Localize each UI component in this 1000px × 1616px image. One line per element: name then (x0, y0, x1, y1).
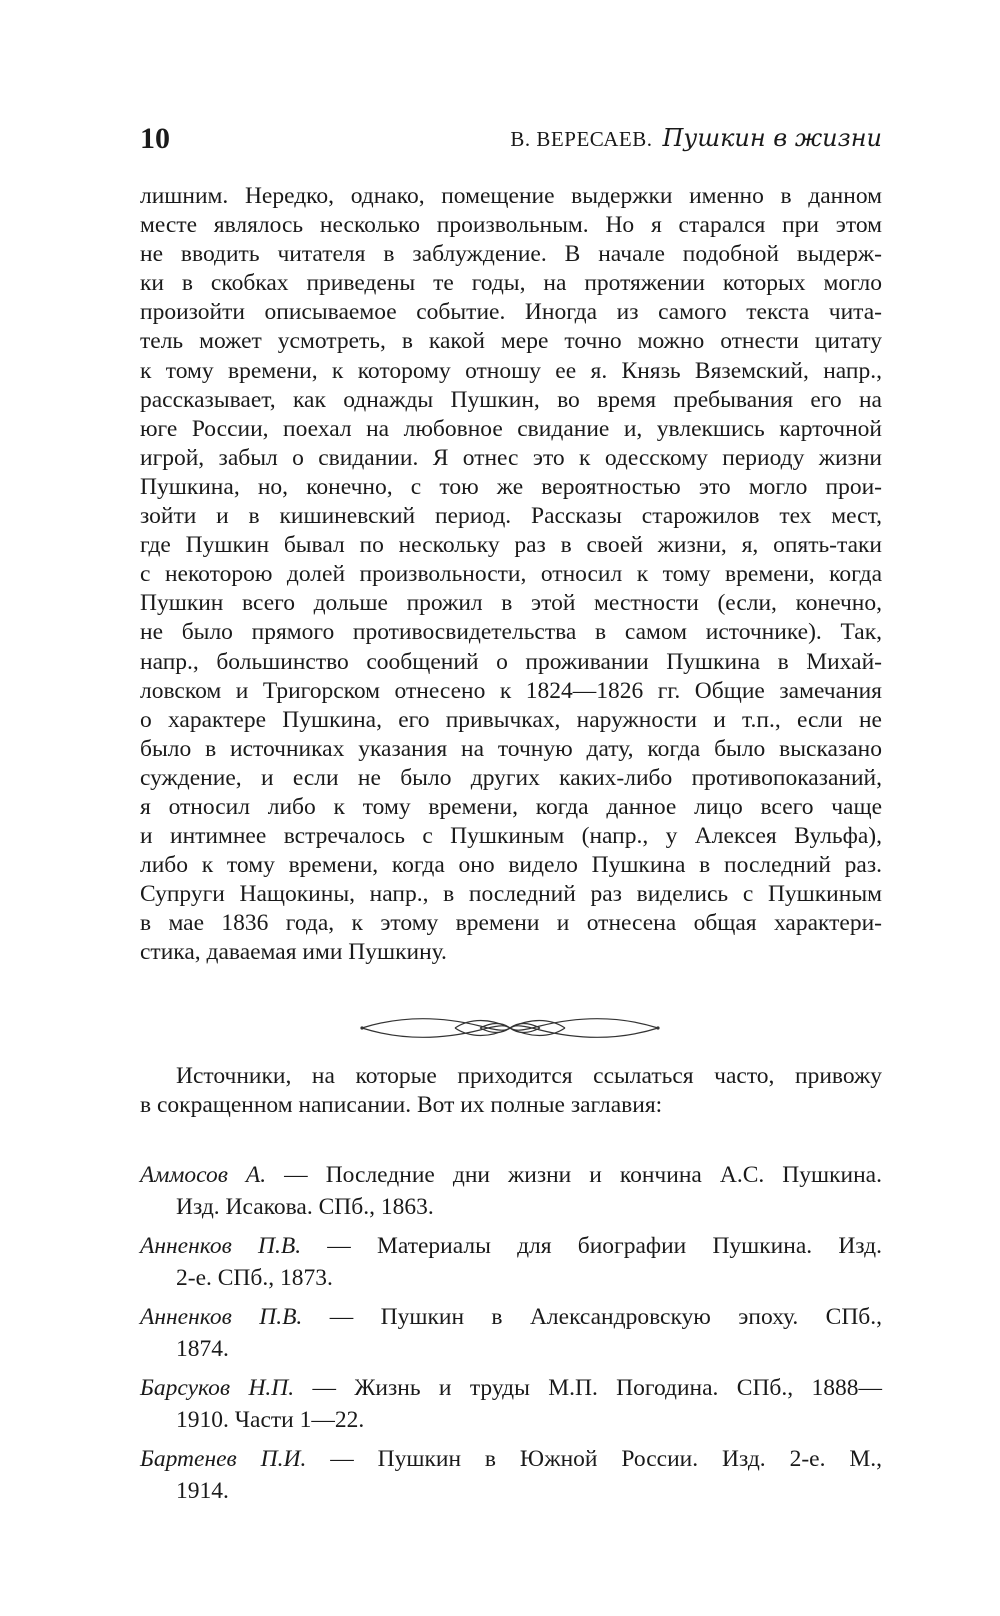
ornament-divider-icon (360, 1010, 660, 1046)
bib-title: — Пушкин в Александровскую эпоху. СПб., (302, 1304, 882, 1330)
text-line: суждение, и если не было других каких-либо противопоказаний, (140, 764, 882, 791)
text-line: не вводить читателя в заблуждение. В начале подобной выдерж- (140, 241, 882, 268)
bibliography-entry (140, 1231, 882, 1294)
bib-title: — Жизнь и труды М.П. Погодина. СПб., 1888— (294, 1375, 882, 1401)
bibliography-entry (140, 1444, 882, 1507)
bib-continuation: Изд. Исакова. СПб., 1863. (176, 1193, 434, 1220)
text-line: лишним. Нередко, однако, помещение выдержки именно в данном (140, 183, 882, 209)
bib-title: — Материалы для биографии Пушкина. Изд. (301, 1233, 882, 1259)
text-line: и интимнее встречалось с Пушкиным (напр., у Алексея Вульфа), (140, 823, 882, 850)
text-line: было в источниках указания на точную дату, когда было высказано (140, 735, 882, 762)
running-title (510, 124, 882, 152)
bib-author: Анненков П.В. (140, 1233, 302, 1259)
text-line: Пушкина, но, конечно, с тою же вероятностью это могло прои- (140, 473, 882, 500)
text-line: ки в скобках приведены те годы, на протяжении которых могло (140, 270, 882, 297)
bib-title: — Последние дни жизни и кончина А.С. Пушкина. (266, 1162, 882, 1188)
main-paragraph (140, 182, 882, 968)
bib-title: — Пушкин в Южной России. Изд. 2-е. М., (306, 1446, 882, 1472)
running-head (140, 122, 882, 162)
text-line: игрой, забыл о свидании. Я отнес это к одесскому периоду жизни (140, 444, 882, 471)
text-line: Источники, на которые приходится ссылаться часто, привожу (176, 1063, 882, 1089)
text-line: Супруги Нащокины, напр., в последний раз виделись с Пушкиным (140, 881, 882, 908)
bibliography-list (140, 1160, 882, 1515)
bibliography-entry (140, 1160, 882, 1223)
bib-author: Бартенев П.И. (140, 1446, 307, 1472)
bibliography-entry (140, 1373, 882, 1436)
text-line: где Пушкин бывал по нескольку раз в своей жизни, я, опять-таки (140, 532, 882, 559)
text-line: зойти и в кишиневский период. Рассказы старожилов тех мест, (140, 503, 882, 530)
bib-continuation: 1910. Части 1—22. (176, 1406, 365, 1433)
text-line: с некоторою долей произвольности, относил к тому времени, когда (140, 561, 882, 588)
text-line: стика, даваемая ими Пушкину. (140, 939, 447, 966)
text-line: юге России, поехал на любовное свидание и, увлекшись карточной (140, 415, 882, 442)
text-line: в сокращенном написании. Вот их полные заглавия: (140, 1092, 663, 1119)
text-line: я относил либо к тому времени, когда данное лицо всего чаще (140, 793, 882, 820)
text-line: в мае 1836 года, к этому времени и отнесена общая характери- (140, 910, 882, 937)
text-line: напр., большинство сообщений о проживании Пушкина в Михай- (140, 648, 882, 675)
text-line: ловском и Тригорском отнесено к 1824—1826 гг. Общие замечания (140, 677, 882, 704)
bib-author: Анненков П.В. (140, 1304, 303, 1330)
text-line: месте являлось несколько произвольным. Но я старался при этом (140, 212, 882, 239)
text-line: тель может усмотреть, в какой мере точно можно отнести цитату (140, 328, 882, 355)
bib-continuation: 2-е. СПб., 1873. (176, 1264, 333, 1291)
page-number: 10 (140, 122, 170, 155)
text-line: произойти описываемое событие. Иногда из самого текста чита- (140, 299, 882, 326)
bib-continuation: 1914. (176, 1477, 229, 1504)
text-line: к тому времени, к которому отношу ее я. Князь Вяземский, напр., (140, 357, 882, 384)
text-line: о характере Пушкина, его привычках, наружности и т.п., если не (140, 706, 882, 733)
header-author: В. ВЕРЕСАЕВ. (510, 127, 653, 151)
header-book-title: Пушкин в жизни (662, 124, 882, 152)
sources-intro-paragraph (140, 1062, 882, 1120)
text-line: рассказывает, как однажды Пушкин, во время пребывания его на (140, 386, 882, 413)
bib-author: Аммосов А. (140, 1162, 267, 1188)
bib-continuation: 1874. (176, 1335, 229, 1362)
text-line: не было прямого противосвидетельства в самом источнике). Так, (140, 619, 882, 646)
bib-author: Барсуков Н.П. (140, 1375, 295, 1401)
text-line: Пушкин всего дольше прожил в этой местности (если, конечно, (140, 590, 882, 617)
text-line: либо к тому времени, когда оно видело Пушкина в последний раз. (140, 852, 882, 879)
bibliography-entry (140, 1302, 882, 1365)
